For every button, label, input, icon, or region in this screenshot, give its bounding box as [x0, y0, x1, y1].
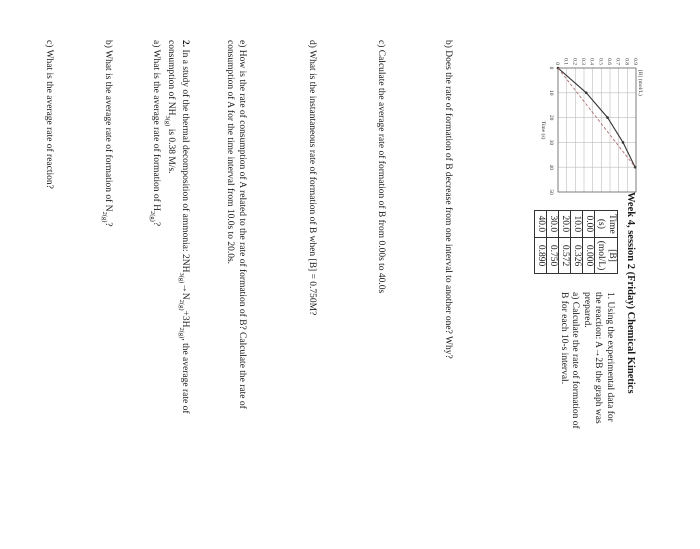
data-table	[534, 210, 618, 274]
question-2a: a) What is the average rate of formation of $H_{2(g)}$?	[149, 40, 162, 227]
y-tick-label: 0.5	[597, 58, 604, 65]
y-tick-label: 0.1	[562, 58, 569, 65]
x-tick-label: 0	[548, 66, 554, 70]
question-1b: b) Does the rate of formation of B decrease from one interval to another one? Why?	[443, 40, 453, 359]
y-tick-label: 0.9	[632, 58, 638, 65]
concentration-chart	[536, 40, 648, 200]
table-header: [B] (mol/L)	[595, 237, 618, 274]
table-row: 40.0 0.890	[535, 211, 547, 274]
table-header: Time (s)	[595, 211, 618, 238]
table-row: 20.0 0.572	[559, 211, 571, 274]
data-point	[622, 141, 625, 144]
x-tick-label: 40	[548, 164, 554, 170]
question-1c: c) Calculate the average rate of formation of B from 0.00s to 40.0s	[376, 40, 386, 294]
question-1d: d) What is the instantaneous rate of formation of B when [B] = 0.750M?	[307, 40, 317, 316]
data-point	[585, 92, 588, 95]
problem-2	[147, 40, 190, 414]
question-2b: b) What is the average rate of formation of $N_{2(g)}$?	[101, 40, 113, 227]
y-tick-label: 0.8	[623, 58, 630, 65]
x-tick-label: 20	[548, 114, 554, 121]
page-title: Week 4, session 2 (Friday) Chemical Kinetics	[625, 192, 636, 394]
plot-frame	[558, 68, 636, 192]
table-header-row	[595, 211, 618, 274]
y-tick-label: 0	[554, 62, 560, 65]
y-tick-label: 0.4	[588, 58, 595, 65]
question-1e: e) How is the rate of consumption of A related to the rate of formation of B? Calculate the rate of consumption of A for the time interval from 10.0s to 20.0s.	[225, 40, 247, 409]
y-tick-label: 0.2	[571, 58, 578, 65]
x-axis-label: Time (s)	[540, 120, 546, 140]
problem-2-line-2: consumption of $NH_{3(g)}$ is 0.38 M/s.	[163, 40, 176, 174]
y-tick-label: 0.7	[614, 58, 621, 65]
x-tick-label: 30	[548, 139, 554, 146]
y-tick-label: 0.3	[580, 58, 586, 65]
table-row: 30.0 0.750	[547, 211, 559, 274]
problem-1-intro: 1. Using the experimental data for the reaction: A→2B the graph was prepared. a) Calculate the rate of formation of B for each 10-s interval.	[559, 292, 615, 429]
question-2c: c) What is the average rate of reaction?	[44, 40, 54, 189]
y-axis-label: [B] (mol/L)	[637, 70, 643, 96]
y-tick-label: 0.6	[606, 58, 612, 65]
table-row: 10.0 0.326	[571, 211, 583, 274]
table-row: 0.00 0.000	[583, 211, 595, 274]
x-tick-label: 50	[548, 189, 554, 195]
data-point	[606, 116, 609, 119]
x-tick-label: 10	[548, 90, 554, 96]
problem-2-line-1: 2. In a study of the thermal decomposition of ammonia: $2NH_{3(g)}\to N_{2(g)}+3H_{2(g)}$, the average rate of	[178, 40, 190, 414]
